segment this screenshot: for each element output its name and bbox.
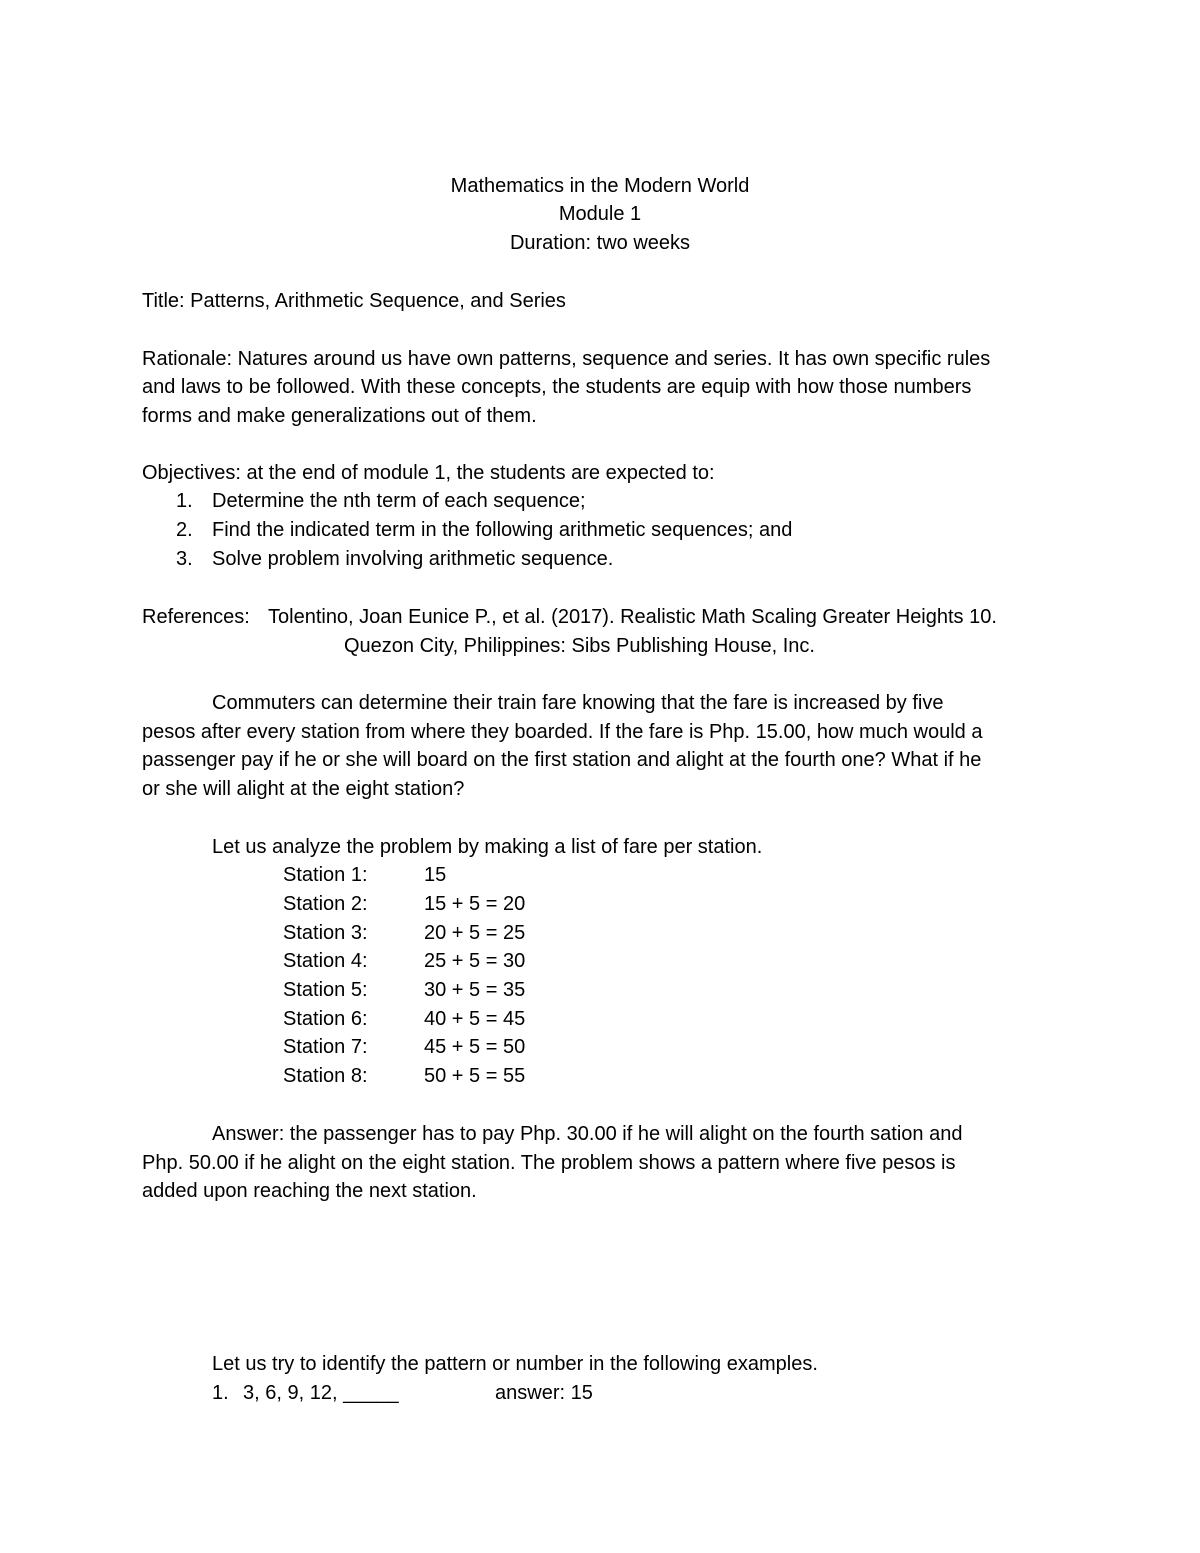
objective-number: 3.: [176, 548, 193, 570]
station-label: Station 1:: [283, 864, 368, 886]
objective-text: Determine the nth term of each sequence;: [212, 490, 586, 512]
answer-line: Answer: the passenger has to pay Php. 30.00 if he will alight on the fourth sation and: [212, 1123, 963, 1145]
example-sequence: 3, 6, 9, 12, _____: [243, 1382, 399, 1404]
station-value: 15: [424, 864, 447, 886]
station-value: 30 + 5 = 35: [424, 979, 526, 1001]
station-label: Station 6:: [283, 1008, 368, 1030]
station-value: 40 + 5 = 45: [424, 1008, 526, 1030]
station-value: 15 + 5 = 20: [424, 893, 526, 915]
rationale-line: and laws to be followed. With these concepts, the students are equip with how those numbers: [142, 376, 972, 398]
answer-line: Php. 50.00 if he alight on the eight station. The problem shows a pattern where five pesos is: [142, 1152, 956, 1174]
document-title: Title: Patterns, Arithmetic Sequence, and Series: [142, 290, 566, 312]
rationale-line: forms and make generalizations out of them.: [142, 405, 537, 427]
station-label: Station 2:: [283, 893, 368, 915]
station-label: Station 5:: [283, 979, 368, 1001]
problem-line: passenger pay if he or she will board on the first station and alight at the fourth one? What if he: [142, 749, 982, 771]
module-label: Module 1: [558, 203, 642, 225]
answer-line: added upon reaching the next station.: [142, 1180, 477, 1202]
station-value: 45 + 5 = 50: [424, 1036, 526, 1058]
reference-line: Tolentino, Joan Eunice P., et al. (2017). Realistic Math Scaling Greater Heights 10.: [268, 606, 997, 628]
example-number: 1.: [212, 1382, 229, 1404]
references-label: References:: [142, 606, 250, 628]
station-value: 20 + 5 = 25: [424, 922, 526, 944]
analysis-intro: Let us analyze the problem by making a list of fare per station.: [212, 836, 763, 858]
objective-number: 2.: [176, 519, 193, 541]
objective-text: Find the indicated term in the following arithmetic sequences; and: [212, 519, 793, 541]
station-value: 50 + 5 = 55: [424, 1065, 526, 1087]
station-value: 25 + 5 = 30: [424, 950, 526, 972]
reference-line: Quezon City, Philippines: Sibs Publishing House, Inc.: [344, 635, 815, 657]
problem-line: or she will alight at the eight station?: [142, 778, 465, 800]
duration-label: Duration: two weeks: [509, 232, 691, 254]
objective-text: Solve problem involving arithmetic sequence.: [212, 548, 614, 570]
rationale-line: Rationale: Natures around us have own patterns, sequence and series. It has own specific rules: [142, 348, 991, 370]
station-label: Station 3:: [283, 922, 368, 944]
objective-number: 1.: [176, 490, 193, 512]
objectives-intro: Objectives: at the end of module 1, the students are expected to:: [142, 462, 715, 484]
problem-line: pesos after every station from where they boarded. If the fare is Php. 15.00, how much would a: [142, 721, 983, 743]
station-label: Station 8:: [283, 1065, 368, 1087]
station-label: Station 4:: [283, 950, 368, 972]
example-answer: answer: 15: [495, 1382, 593, 1404]
examples-intro: Let us try to identify the pattern or number in the following examples.: [212, 1353, 818, 1375]
station-label: Station 7:: [283, 1036, 368, 1058]
problem-line: Commuters can determine their train fare knowing that the fare is increased by five: [212, 692, 944, 714]
course-title: Mathematics in the Modern World: [450, 175, 750, 197]
